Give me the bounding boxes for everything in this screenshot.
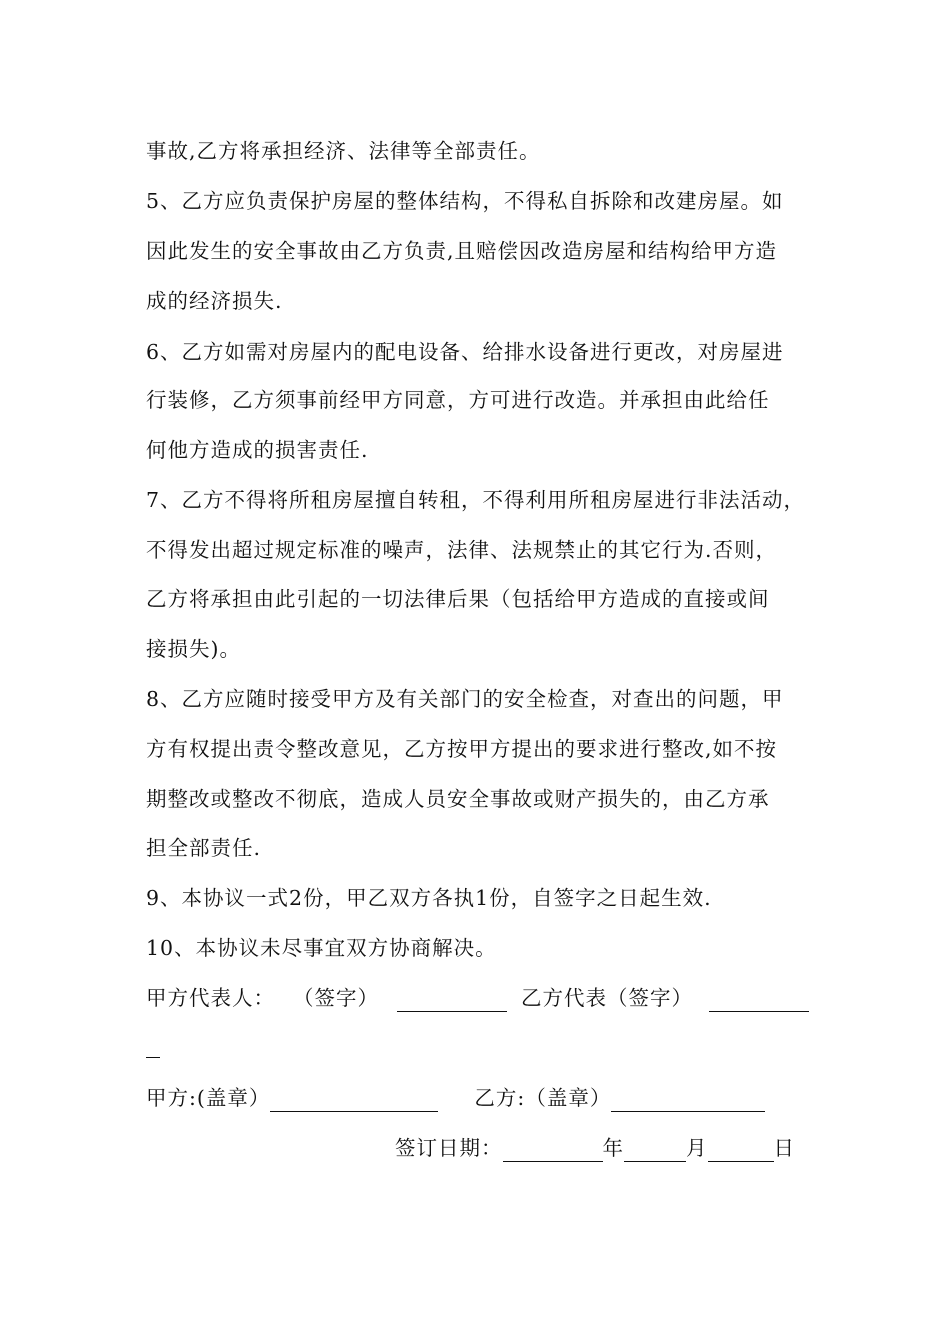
party-a-seal-line: [270, 1089, 438, 1112]
party-a-rep-signature-line: [397, 989, 507, 1012]
party-b-rep-signature-line: [709, 989, 809, 1012]
party-b-seal-label: 乙方:（盖章）: [474, 1086, 612, 1110]
text-line-1: 事故,乙方将承担经济、法律等全部责任。: [146, 139, 541, 163]
date-label: 签订日期：: [395, 1136, 503, 1160]
month-label: 月: [686, 1136, 708, 1160]
day-line: [708, 1139, 774, 1162]
party-b-seal-line: [611, 1089, 765, 1112]
month-line: [624, 1139, 686, 1162]
signature-row-representatives: [146, 984, 809, 1012]
text-line-17: 10、本协议未尽事宜双方协商解决。: [146, 936, 497, 960]
signature-row-seals: [146, 1084, 765, 1112]
text-line-7: 何他方造成的损害责任.: [146, 438, 369, 462]
party-a-rep-label: 甲方代表人：: [146, 986, 275, 1010]
text-line-2: 5、乙方应负责保护房屋的整体结构，不得私自拆除和改建房屋。如: [146, 189, 784, 213]
year-line: [503, 1139, 603, 1162]
text-line-11: 接损失)。: [146, 637, 241, 661]
text-line-5: 6、乙方如需对房屋内的配电设备、给排水设备进行更改，对房屋进: [146, 340, 784, 364]
text-line-8: 7、乙方不得将所租房屋擅自转租，不得利用所租房屋进行非法活动，: [146, 488, 806, 512]
text-line-3: 因此发生的安全事故由乙方负责,且赔偿因改造房屋和结构给甲方造: [146, 239, 778, 263]
text-line-6: 行装修，乙方须事前经甲方同意，方可进行改造。并承担由此给任: [146, 388, 770, 412]
day-label: 日: [773, 1136, 795, 1160]
text-line-13: 方有权提出责令整改意见，乙方按甲方提出的要求进行整改,如不按: [146, 737, 778, 761]
text-line-15: 担全部责任.: [146, 836, 262, 860]
text-line-16: 9、本协议一式2份，甲乙双方各执1份，自签字之日起生效.: [146, 886, 712, 910]
party-a-rep-sign-label: （签字）: [293, 986, 379, 1010]
party-a-seal-label: 甲方:(盖章）: [146, 1086, 271, 1110]
party-b-rep-signature-line-wrap: [146, 1035, 160, 1058]
text-line-12: 8、乙方应随时接受甲方及有关部门的安全检查，对查出的问题，甲: [146, 687, 784, 711]
text-line-10: 乙方将承担由此引起的一切法律后果（包括给甲方造成的直接或间: [146, 587, 770, 611]
text-line-9: 不得发出超过规定标准的噪声，法律、法规禁止的其它行为.否则，: [146, 538, 778, 562]
text-line-14: 期整改或整改不彻底，造成人员安全事故或财产损失的，由乙方承: [146, 787, 770, 811]
signing-date-row: [395, 1134, 795, 1162]
party-b-rep-label: 乙方代表（签字）: [521, 986, 693, 1010]
text-line-4: 成的经济损失.: [146, 289, 283, 313]
year-label: 年: [602, 1136, 624, 1160]
